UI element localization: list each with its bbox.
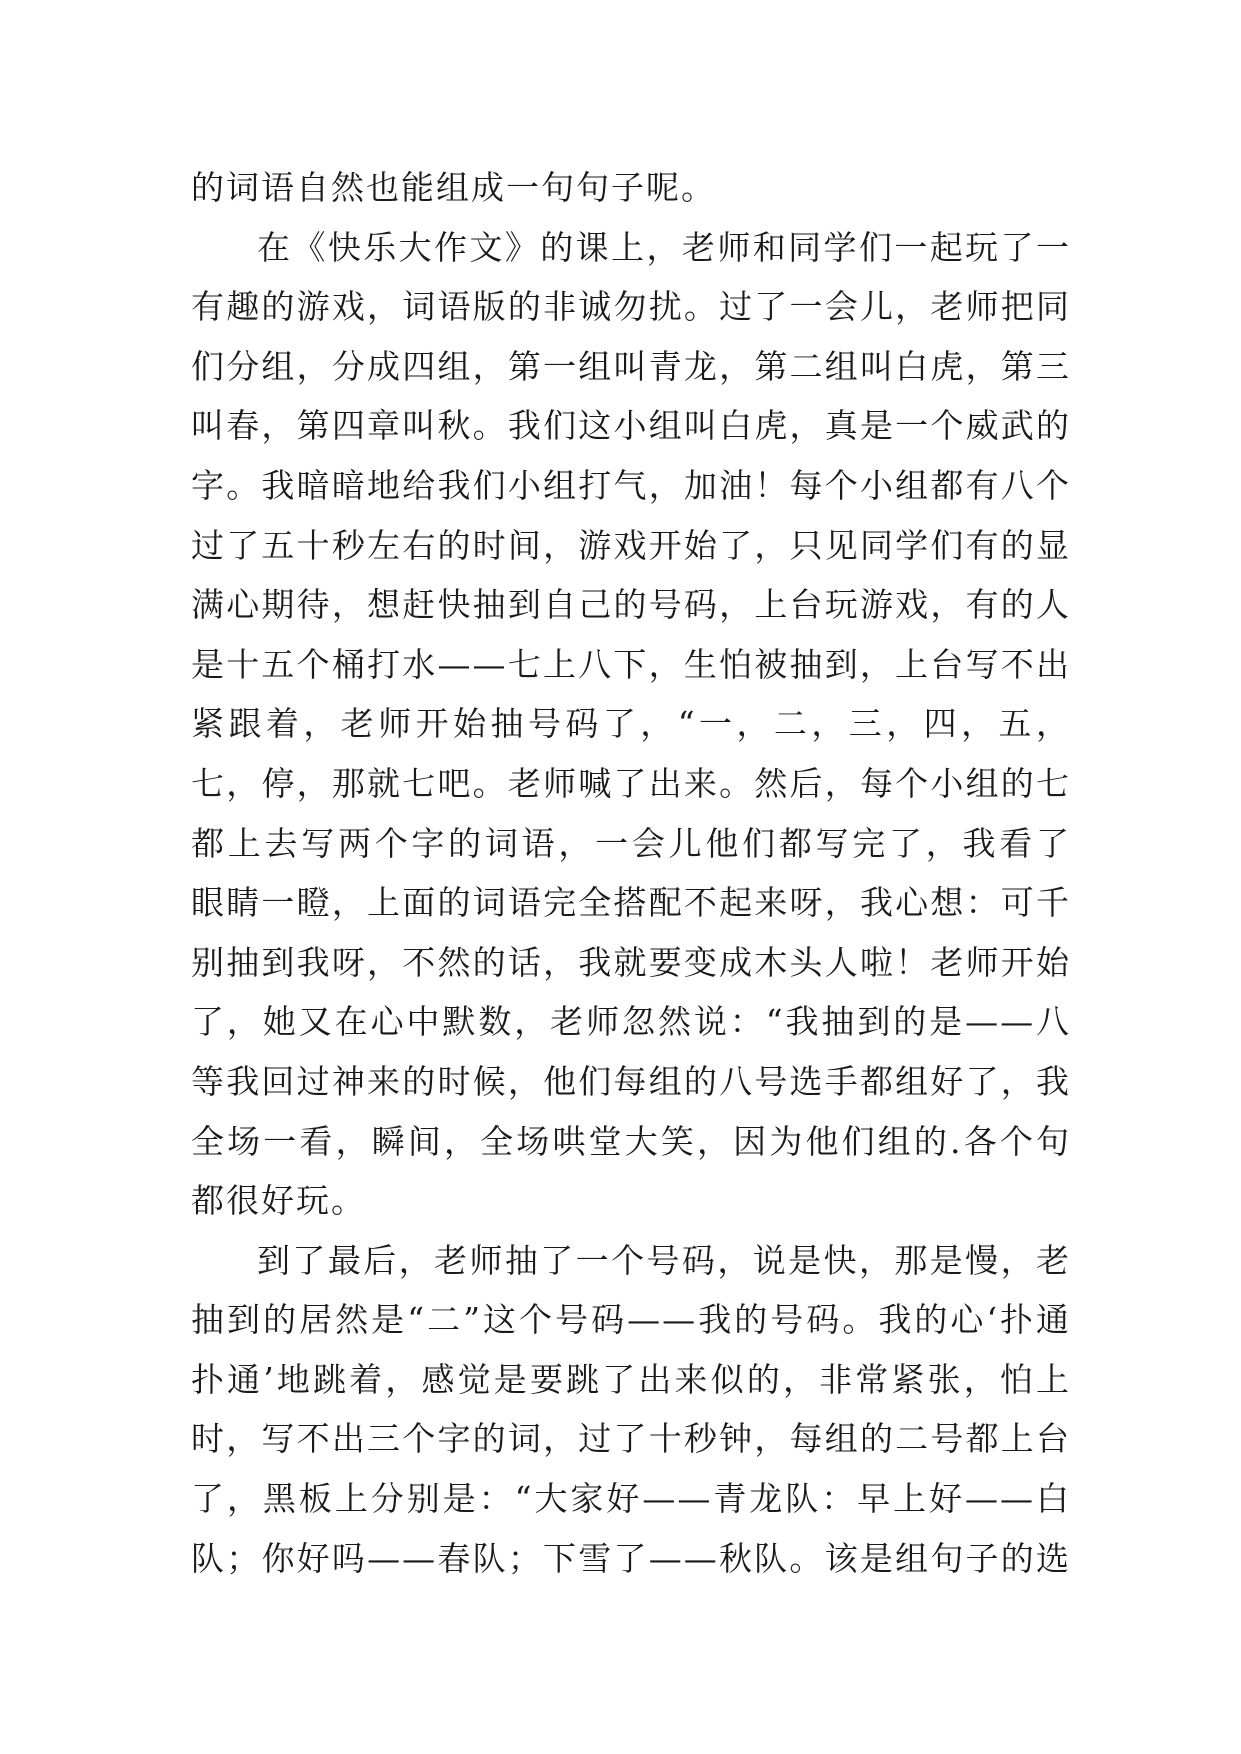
text-line-2: 在《快乐大作文》的课上，老师和同学们一起玩了一 xyxy=(257,227,1071,267)
text-line-6: 字。我暗暗地给我们小组打气，加油！每个小组都有八个 xyxy=(191,465,1071,505)
text-line-22: 时，写不出三个字的词，过了十秒钟，每组的二号都上台 xyxy=(191,1419,1071,1459)
text-line-4: 们分组，分成四组，第一组叫青龙，第二组叫白虎，第三 xyxy=(191,346,1071,386)
text-line-18: 都很好玩。 xyxy=(191,1181,366,1221)
text-line-5: 叫春，第四章叫秋。我们这小组叫白虎，真是一个威武的 xyxy=(191,406,1071,446)
text-line-20: 抽到的居然是“二”这个号码——我的号码。我的心‘扑通 xyxy=(191,1300,1071,1340)
text-line-1: 的词语自然也能组成一句句子呢。 xyxy=(191,168,716,207)
text-line-17: 全场一看，瞬间，全场哄堂大笑，因为他们组的.各个句 xyxy=(191,1121,1071,1161)
text-line-7: 过了五十秒左右的时间，游戏开始了，只见同学们有的显 xyxy=(191,525,1071,565)
text-line-9: 是十五个桶打水——七上八下，生怕被抽到，上台写不出 xyxy=(191,644,1071,684)
text-line-23: 了，黑板上分别是：“大家好——青龙队：早上好——白 xyxy=(191,1479,1071,1519)
text-line-15: 了，她又在心中默数，老师忽然说：“我抽到的是——八 xyxy=(191,1002,1071,1042)
text-line-8: 满心期待，想赶快抽到自己的号码，上台玩游戏，有的人 xyxy=(191,585,1071,625)
text-line-16: 等我回过神来的时候，他们每组的八号选手都组好了，我 xyxy=(191,1061,1071,1101)
text-line-21: 扑通’地跳着，感觉是要跳了出来似的，非常紧张，怕上 xyxy=(191,1359,1071,1399)
text-line-19: 到了最后，老师抽了一个号码，说是快，那是慢，老 xyxy=(257,1240,1071,1280)
text-line-11: 七，停，那就七吧。老师喊了出来。然后，每个小组的七 xyxy=(191,763,1071,803)
text-line-10: 紧跟着，老师开始抽号码了，“一，二，三，四，五， xyxy=(191,704,1071,744)
text-line-14: 别抽到我呀，不然的话，我就要变成木头人啦！老师开始 xyxy=(191,942,1071,982)
text-line-24: 队；你好吗——春队；下雪了——秋队。该是组句子的选 xyxy=(191,1538,1071,1578)
body-text xyxy=(191,158,1071,1588)
text-line-3: 有趣的游戏，词语版的非诚勿扰。过了一会儿，老师把同 xyxy=(191,287,1071,327)
text-line-13: 眼睛一瞪，上面的词语完全搭配不起来呀，我心想：可千 xyxy=(191,883,1071,923)
text-line-12: 都上去写两个字的词语，一会儿他们都写完了，我看了 xyxy=(191,823,1071,863)
